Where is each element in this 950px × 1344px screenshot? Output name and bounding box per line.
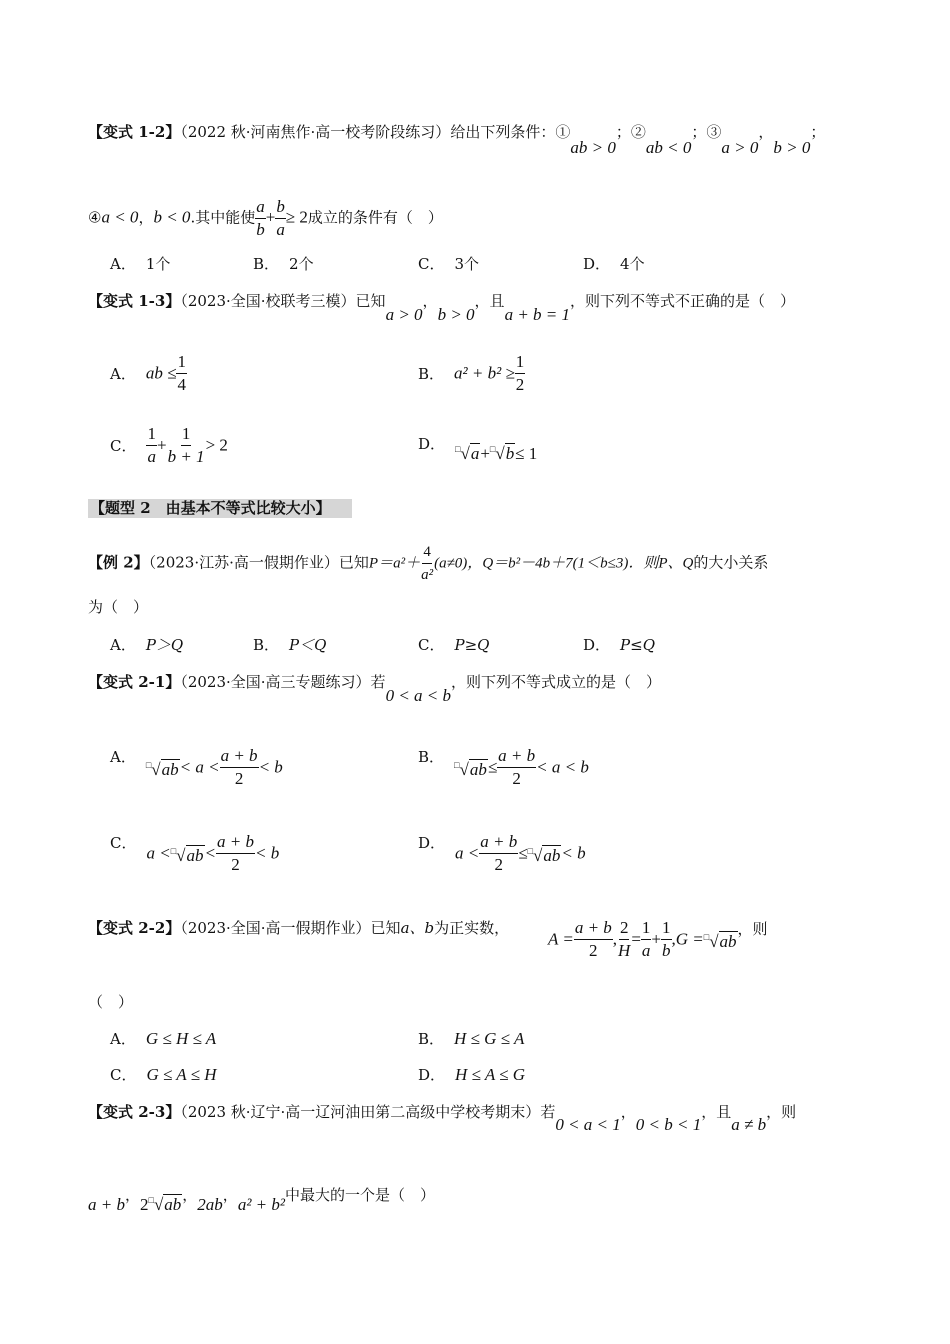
denominator: H	[618, 941, 631, 960]
sqrt-ab: □√ab	[145, 760, 179, 779]
denominator: 2	[512, 769, 521, 788]
cond-1-marker: ①	[555, 123, 571, 141]
radicand: ab	[469, 760, 487, 779]
math-text: < a <	[179, 757, 220, 777]
denominator: 4	[177, 375, 186, 394]
q2-2-line1	[88, 918, 509, 938]
root-index: □	[454, 760, 460, 770]
q2-1-choice-d[interactable]	[418, 832, 586, 875]
expr-a-plus-b: a + b	[88, 1195, 125, 1214]
radicand: ab	[164, 1195, 182, 1214]
cond-a-ne-b: a ≠ b	[731, 1115, 767, 1134]
q2-3-end: 中最大的一个是（ ）	[284, 1186, 435, 1204]
fraction-mean	[497, 746, 536, 789]
choice-label: C．	[418, 255, 445, 273]
expr-2ab: 2ab	[197, 1195, 223, 1214]
math-text: <	[204, 843, 216, 863]
math-text: ab ≤	[145, 363, 177, 383]
radicand: ab	[161, 760, 179, 779]
choice-label: C．	[110, 1066, 137, 1084]
choice-label: D．	[583, 255, 611, 273]
q2-1-end: ，则下列不等式成立的是（ ）	[451, 673, 662, 691]
choice-text: 3个	[454, 255, 480, 273]
q1-3-choice-a[interactable]	[110, 352, 187, 395]
choice-label: D．	[418, 1066, 446, 1084]
q2-2-tag: 【变式 2-2】	[88, 919, 181, 937]
fraction-1-over-b	[661, 918, 672, 961]
q2-3-line2	[88, 1180, 435, 1214]
ex2-tag: 【例 2】	[88, 553, 149, 572]
choice-label: A．	[110, 1030, 136, 1048]
denominator: 2	[231, 855, 240, 874]
fraction-mean	[216, 832, 255, 875]
q2-1-stem: 若	[370, 673, 386, 691]
comma: ,	[612, 929, 618, 949]
fraction	[176, 352, 187, 395]
q2-2-end: ，则	[737, 920, 768, 938]
cond-b-range: 0 < b < 1	[635, 1115, 702, 1134]
root-index: □	[527, 846, 534, 856]
choice-text: G ≤ A ≤ H	[146, 1065, 217, 1084]
section-header-type-2: 【题型 2 由基本不等式比较大小】	[88, 499, 352, 518]
ex2-stem: 已知	[338, 553, 369, 572]
numerator: a + b	[220, 746, 259, 768]
q2-2-definitions	[548, 918, 768, 961]
choice-label: D．	[418, 435, 446, 453]
q2-1-choice-a[interactable]	[110, 746, 283, 789]
q2-3-stem: 若	[540, 1103, 556, 1121]
sqrt-ab: □√ab	[170, 846, 204, 865]
ab-vars: a、b	[400, 919, 435, 937]
ge-two: ≥ 2	[285, 207, 308, 227]
q2-2-line2: （ ）	[88, 993, 134, 1011]
root-b: □√b	[489, 444, 515, 463]
root-a: □√a	[455, 444, 480, 463]
expr-a2-plus-b2: a² + b²	[237, 1195, 285, 1214]
q1-3-choice-b[interactable]	[418, 352, 525, 395]
cond-0-a-b: 0 < a < b	[385, 686, 452, 705]
sep: ；	[615, 123, 631, 141]
sep: ；	[810, 123, 826, 141]
choice-label: B．	[418, 364, 445, 383]
plus: +	[651, 929, 662, 949]
equals: =	[631, 929, 641, 949]
choice-label: A．	[110, 748, 136, 766]
q2-1-choice-b[interactable]	[418, 746, 589, 789]
numerator: 1	[515, 352, 526, 374]
q1-2-line1	[88, 122, 826, 157]
math-text: ≤	[487, 757, 498, 777]
q1-3-choice-d[interactable]	[418, 428, 538, 463]
fraction-b-over-a	[275, 197, 286, 240]
numerator: a + b	[574, 918, 613, 940]
numerator: 1	[176, 352, 187, 374]
fraction-a-plus-b-over-2	[574, 918, 613, 961]
q2-2-choice-b[interactable]	[418, 1028, 524, 1050]
math-text: < b	[258, 757, 283, 777]
denominator: 2	[494, 855, 503, 874]
choice-text: P＜Q	[289, 636, 327, 654]
numerator: a + b	[497, 746, 536, 768]
denominator: a	[641, 941, 651, 960]
root-index: □	[489, 444, 496, 454]
cond-b-positive: b > 0	[437, 305, 475, 324]
ex2-choice-a[interactable]	[110, 634, 183, 656]
q1-3-tag: 【变式 1-3】	[88, 292, 181, 310]
cond-4-math-b: b < 0	[153, 207, 191, 227]
math-text: a <	[455, 843, 480, 863]
choice-label: C．	[418, 636, 445, 654]
cond-3-math-a: a > 0	[721, 138, 759, 157]
choice-text: 2个	[289, 255, 314, 273]
cond-3-marker: ③	[706, 123, 722, 141]
math-text: < a < b	[536, 757, 589, 777]
radicand: ab	[543, 846, 561, 865]
q1-2-mid: .其中能使	[190, 208, 256, 227]
numerator: b	[275, 197, 286, 219]
fraction-1-over-b-plus-1	[167, 424, 206, 467]
denominator: b + 1	[167, 447, 205, 466]
choice-text: P≥Q	[454, 636, 490, 654]
comma: ，	[222, 1186, 238, 1204]
choice-text: P＞Q	[145, 636, 184, 654]
q1-2-choice-a[interactable]	[110, 253, 170, 275]
sep: ；	[691, 123, 707, 141]
q2-2-stem: 已知	[370, 919, 401, 937]
q1-2-line2	[88, 197, 443, 240]
sqrt-ab: □√ab	[703, 932, 737, 951]
numerator: 1	[181, 424, 192, 446]
q1-3-stem: 已知	[355, 292, 386, 310]
denominator: b	[256, 220, 265, 239]
denominator: 2	[589, 941, 598, 960]
choice-text: H ≤ A ≤ G	[455, 1065, 526, 1084]
q2-1-choice-c[interactable]	[110, 832, 279, 875]
q1-2-choice-b[interactable]	[253, 253, 314, 275]
comma: ，	[124, 1186, 140, 1204]
numerator: 1	[641, 918, 652, 940]
choice-label: C．	[110, 834, 137, 852]
fraction-mean	[220, 746, 259, 789]
numerator: 2	[619, 918, 630, 940]
fraction-4-over-a2	[420, 542, 434, 585]
fraction-a-over-b	[255, 197, 266, 240]
numerator: 4	[422, 542, 432, 564]
choice-text: G ≤ H ≤ A	[145, 1029, 217, 1048]
choice-label: A．	[110, 636, 136, 654]
p-condition: (a≠0)，	[434, 555, 483, 572]
q1-3-end: ，则下列不等式不正确的是（ ）	[570, 292, 796, 310]
denominator: a	[276, 220, 285, 239]
q1-3-choice-c[interactable]	[110, 424, 228, 467]
q1-3-line1	[88, 291, 796, 324]
cond-4-marker: ④	[88, 208, 102, 227]
ex2-source: （2023·江苏·高一假期作业）	[148, 553, 339, 572]
denominator: 2	[515, 375, 525, 394]
q1-2-choice-c[interactable]	[418, 253, 479, 275]
ex2-line2: 为（ ）	[88, 598, 149, 616]
comma: ，	[182, 1186, 198, 1204]
choice-text: H ≤ G ≤ A	[454, 1029, 525, 1048]
fraction-mean	[479, 832, 518, 875]
ex2-stem2: 的大小关系	[693, 553, 769, 572]
radicand: b	[505, 444, 515, 463]
q-expression: Q＝b²－4b＋7(1＜b≤3)．则	[482, 555, 659, 572]
ex2-line1	[88, 542, 768, 585]
radicand: a	[470, 444, 480, 463]
choice-label: B．	[418, 1030, 445, 1048]
choice-label: B．	[253, 255, 280, 273]
plus: +	[156, 435, 167, 455]
plus: +	[480, 444, 490, 463]
choice-label: A．	[110, 255, 136, 273]
q1-2-tag: 【变式 1-2】	[88, 123, 181, 141]
math-text: a <	[146, 843, 171, 863]
choice-label: D．	[583, 636, 611, 654]
q2-1-tag: 【变式 2-1】	[88, 673, 181, 691]
math-text: < b	[254, 843, 280, 863]
root-index: □	[148, 1195, 154, 1205]
sqrt-ab: □√ab	[148, 1195, 182, 1214]
numerator: 1	[661, 918, 672, 940]
cond-1-math: ab > 0	[570, 138, 616, 157]
math-text: A =	[548, 929, 574, 949]
comma: ,	[671, 929, 676, 949]
ex2-choice-c[interactable]	[418, 634, 489, 656]
math-text: ≤ 1	[515, 444, 538, 463]
q2-2-stem2: 为正实数，	[434, 919, 510, 937]
cond-4-math-a: a < 0	[101, 207, 139, 227]
fraction-1-over-a	[641, 918, 652, 961]
q2-2-choice-c[interactable]	[110, 1064, 216, 1086]
math-text: ≤	[518, 843, 528, 863]
q1-2-source: （2022 秋·河南焦作·高一校考阶段练习）	[180, 123, 451, 141]
numerator: a	[255, 197, 266, 219]
root-index: □	[455, 444, 461, 454]
comma: ，	[620, 1103, 636, 1121]
q1-2-end: 成立的条件有（ ）	[307, 208, 443, 227]
choice-label: D．	[418, 834, 446, 852]
q2-2-choice-a[interactable]	[110, 1028, 216, 1050]
math-text: a² + b² ≥	[454, 363, 515, 383]
plus: +	[265, 207, 276, 227]
choice-label: B．	[418, 748, 445, 766]
choice-label: A．	[110, 364, 136, 383]
denominator: a	[147, 447, 156, 466]
choice-text: 1个	[145, 255, 171, 273]
fraction-2-over-h	[617, 918, 631, 961]
q2-3-source: （2023 秋·辽宁·高一辽河油田第二高级中学校考期末）	[180, 1103, 541, 1121]
q2-2-source: （2023·全国·高一假期作业）	[180, 919, 371, 937]
denominator: b	[662, 941, 671, 960]
coef-two: 2	[140, 1195, 149, 1214]
root-index: □	[703, 932, 710, 942]
numerator: a + b	[479, 832, 518, 854]
root-index: □	[170, 846, 177, 856]
fraction-1-over-a	[146, 424, 157, 467]
fraction	[515, 352, 526, 395]
cond-3-math-b: b > 0	[773, 138, 811, 157]
q1-2-choice-d[interactable]	[583, 253, 645, 275]
radicand: ab	[719, 932, 737, 951]
ex2-choice-b[interactable]	[253, 634, 326, 656]
radicand: ab	[186, 846, 204, 865]
numerator: 1	[146, 424, 157, 446]
cond-2-marker: ②	[630, 123, 646, 141]
denominator: a²	[421, 567, 434, 583]
math-text: G =	[675, 929, 704, 949]
comma: ，	[422, 292, 438, 310]
q1-3-source: （2023·全国·校联考三模）	[180, 292, 356, 310]
q2-3-end: ，则	[766, 1103, 797, 1121]
q2-1-line1	[88, 672, 662, 705]
sqrt-ab: □√ab	[454, 760, 487, 779]
q2-1-source: （2023·全国·高三专题练习）	[180, 673, 371, 691]
cond-sum-one: a + b = 1	[504, 305, 571, 324]
p-expression: P＝a²＋	[368, 555, 421, 572]
cond-2-math: ab < 0	[645, 138, 692, 157]
numerator: a + b	[216, 832, 255, 854]
ex2-choice-d[interactable]	[583, 634, 655, 656]
choice-label: B．	[253, 636, 280, 654]
qie: ，且	[701, 1103, 732, 1121]
math-text: < b	[561, 843, 586, 863]
choice-text: P≤Q	[620, 636, 655, 654]
q2-3-line1	[88, 1102, 797, 1134]
q2-3-tag: 【变式 2-3】	[88, 1103, 181, 1121]
q1-2-stem: 给出下列条件：	[450, 123, 556, 141]
comma: ，	[758, 123, 774, 141]
choice-text: 4个	[620, 255, 645, 273]
q2-2-choice-d[interactable]	[418, 1064, 525, 1086]
comma: ，	[138, 208, 154, 227]
sqrt-ab: □√ab	[527, 846, 561, 865]
math-text: > 2	[205, 435, 228, 455]
choice-label: C．	[110, 436, 137, 455]
pq: P、Q	[658, 555, 694, 572]
root-index: □	[145, 760, 152, 770]
denominator: 2	[234, 769, 244, 788]
cond-a-positive: a > 0	[385, 305, 423, 324]
cond-a-range: 0 < a < 1	[555, 1115, 621, 1134]
qie: ，且	[474, 292, 505, 310]
